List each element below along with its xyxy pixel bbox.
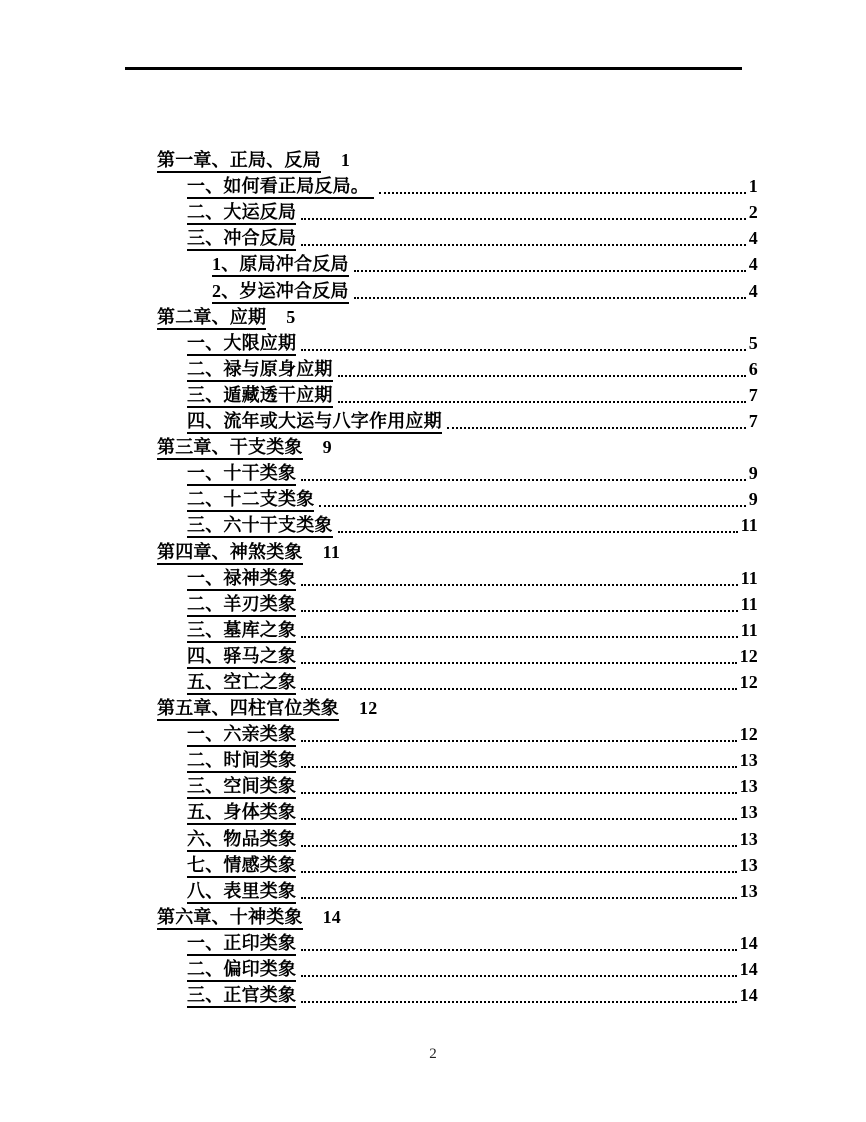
toc-entry-page-number: 5: [286, 306, 296, 327]
toc-leader-dots: [354, 270, 746, 272]
toc-leader-dots: [301, 871, 736, 873]
toc-entry-page-number: 11: [322, 541, 341, 562]
toc-entry-title[interactable]: 第五章、四柱官位类象: [157, 698, 339, 721]
toc-entry[interactable]: [157, 173, 758, 199]
toc-entry[interactable]: [157, 825, 758, 851]
toc-entry-title[interactable]: 一、禄神类象: [187, 568, 296, 591]
toc-entry-page-number: 11: [740, 619, 758, 640]
toc-entry-title[interactable]: 二、大运反局: [187, 202, 296, 225]
toc-entry[interactable]: [157, 878, 758, 904]
toc-entry[interactable]: [157, 617, 758, 643]
table-of-contents: [157, 147, 758, 1008]
toc-entry[interactable]: [157, 512, 758, 538]
toc-entry[interactable]: [157, 721, 758, 747]
toc-entry-page-number: 1: [340, 150, 351, 171]
toc-entry-page-number: 13: [739, 750, 758, 771]
toc-entry-title[interactable]: 一、正印类象: [187, 933, 296, 956]
toc-entry-title[interactable]: 第四章、神煞类象: [157, 542, 303, 565]
toc-entry-title[interactable]: 五、身体类象: [187, 802, 296, 825]
toc-entry[interactable]: [157, 747, 758, 773]
toc-entry-page-number: 12: [739, 724, 758, 745]
toc-leader-dots: [301, 349, 746, 351]
toc-entry-title[interactable]: 一、十干类象: [187, 463, 296, 486]
toc-entry-title[interactable]: 八、表里类象: [187, 881, 296, 904]
toc-entry-title[interactable]: 五、空亡之象: [187, 672, 296, 695]
toc-leader-dots: [301, 949, 736, 951]
toc-leader-dots: [301, 662, 736, 664]
toc-entry-page-number: 2: [748, 202, 758, 223]
toc-entry-title[interactable]: 一、六亲类象: [187, 724, 296, 747]
toc-leader-dots: [301, 584, 737, 586]
header-rule: [125, 67, 742, 70]
toc-entry[interactable]: [157, 852, 758, 878]
toc-entry-page-number: 9: [748, 463, 758, 484]
toc-entry-page-number: 14: [739, 959, 758, 979]
toc-entry-page-number: 11: [740, 515, 758, 536]
toc-entry-title[interactable]: 二、十二支类象: [187, 489, 314, 512]
toc-leader-dots: [301, 766, 736, 768]
toc-entry-title[interactable]: 二、偏印类象: [187, 959, 296, 982]
toc-chapter-entry[interactable]: [157, 147, 758, 173]
toc-entry-title[interactable]: 三、六十干支类象: [187, 515, 333, 538]
toc-entry[interactable]: [157, 199, 758, 225]
toc-entry-page-number: 14: [322, 906, 342, 927]
toc-leader-dots: [301, 818, 736, 820]
toc-chapter-entry[interactable]: [157, 304, 758, 330]
toc-chapter-entry[interactable]: [157, 904, 758, 930]
toc-leader-dots: [354, 297, 746, 299]
toc-entry-page-number: 4: [748, 254, 758, 275]
toc-entry-page-number: 4: [748, 280, 758, 301]
toc-entry[interactable]: [157, 565, 758, 591]
toc-entry-title[interactable]: 第六章、十神类象: [157, 907, 303, 930]
toc-entry-title[interactable]: 六、物品类象: [187, 829, 296, 852]
toc-entry-page-number: 4: [748, 228, 758, 249]
toc-entry-title[interactable]: 四、流年或大运与八字作用应期: [187, 411, 442, 434]
toc-entry-page-number: 13: [739, 880, 758, 901]
toc-leader-dots: [301, 740, 736, 742]
toc-entry-title[interactable]: 七、情感类象: [187, 855, 296, 878]
toc-entry[interactable]: [157, 460, 758, 486]
toc-entry-title[interactable]: 三、冲合反局: [187, 228, 296, 251]
toc-entry-page-number: 12: [739, 645, 758, 666]
toc-entry[interactable]: [157, 669, 758, 695]
toc-entry-title[interactable]: 第三章、干支类象: [157, 437, 303, 460]
toc-leader-dots: [301, 244, 746, 246]
toc-leader-dots: [301, 218, 746, 220]
toc-entry-page-number: 12: [739, 671, 758, 692]
toc-entry[interactable]: [157, 773, 758, 799]
toc-entry-page-number: 13: [739, 776, 758, 797]
toc-entry[interactable]: [157, 982, 758, 1008]
footer-page-number: 2: [429, 1046, 437, 1062]
toc-leader-dots: [338, 401, 746, 403]
toc-entry[interactable]: [157, 930, 758, 956]
toc-chapter-entry[interactable]: [157, 695, 758, 721]
toc-leader-dots: [301, 636, 737, 638]
toc-entry-title[interactable]: 三、遁藏透干应期: [187, 385, 333, 408]
toc-leader-dots: [301, 1001, 736, 1003]
toc-entry-page-number: 13: [739, 828, 758, 849]
toc-entry-title[interactable]: 三、正官类象: [187, 985, 296, 1008]
toc-entry[interactable]: [157, 356, 758, 382]
toc-leader-dots: [301, 688, 736, 690]
toc-entry-title[interactable]: 三、墓库之象: [187, 620, 296, 643]
toc-entry-page-number: 9: [748, 489, 758, 510]
toc-leader-dots: [338, 375, 746, 377]
toc-entry[interactable]: [157, 408, 758, 434]
toc-entry-page-number: 14: [739, 932, 758, 953]
toc-leader-dots: [319, 505, 745, 507]
toc-leader-dots: [301, 479, 746, 481]
toc-entry[interactable]: [157, 251, 758, 277]
toc-entry[interactable]: [157, 277, 758, 303]
toc-entry-title[interactable]: 2、岁运冲合反局: [212, 281, 349, 304]
page-footer: [0, 1046, 866, 1063]
toc-entry[interactable]: [157, 486, 758, 512]
toc-entry[interactable]: [157, 225, 758, 251]
toc-entry-title[interactable]: 1、原局冲合反局: [212, 254, 349, 277]
toc-leader-dots: [301, 975, 736, 977]
toc-leader-dots: [301, 845, 736, 847]
toc-chapter-entry[interactable]: [157, 434, 758, 460]
toc-chapter-entry[interactable]: [157, 538, 758, 564]
toc-entry[interactable]: [157, 591, 758, 617]
toc-leader-dots: [447, 427, 746, 429]
toc-entry-title[interactable]: 四、驿马之象: [187, 646, 296, 669]
toc-entry[interactable]: [157, 382, 758, 408]
toc-entry-page-number: 6: [748, 358, 758, 379]
toc-entry-page-number: 11: [740, 567, 758, 588]
toc-entry-page-number: 9: [322, 437, 332, 458]
toc-entry-title[interactable]: 第一章、正局、反局: [157, 150, 321, 173]
toc-leader-dots: [379, 192, 746, 194]
toc-entry-page-number: 14: [739, 985, 758, 1006]
toc-leader-dots: [301, 897, 736, 899]
toc-entry-title[interactable]: 二、时间类象: [187, 750, 296, 773]
toc-entry-page-number: 1: [748, 176, 758, 197]
toc-entry-page-number: 5: [748, 332, 758, 353]
toc-entry-page-number: 7: [748, 411, 758, 432]
toc-leader-dots: [301, 610, 737, 612]
toc-entry-page-number: 12: [359, 698, 378, 719]
toc-entry[interactable]: [157, 330, 758, 356]
toc-leader-dots: [338, 531, 738, 533]
toc-entry-title[interactable]: 一、如何看正局反局。: [187, 176, 374, 199]
toc-entry-title[interactable]: 三、空间类象: [187, 776, 296, 799]
toc-entry-page-number: 13: [739, 854, 758, 875]
toc-leader-dots: [301, 792, 736, 794]
toc-entry[interactable]: [157, 643, 758, 669]
toc-entry-title[interactable]: 二、禄与原身应期: [187, 359, 333, 382]
toc-entry-title[interactable]: 一、大限应期: [187, 333, 296, 356]
toc-entry[interactable]: [157, 799, 758, 825]
toc-entry-page-number: 11: [740, 593, 758, 614]
toc-entry-title[interactable]: 第二章、应期: [157, 307, 266, 330]
toc-entry-page-number: 13: [739, 802, 758, 823]
toc-entry-page-number: 7: [748, 384, 758, 405]
toc-entry[interactable]: [157, 956, 758, 982]
toc-entry-title[interactable]: 二、羊刃类象: [187, 594, 296, 617]
